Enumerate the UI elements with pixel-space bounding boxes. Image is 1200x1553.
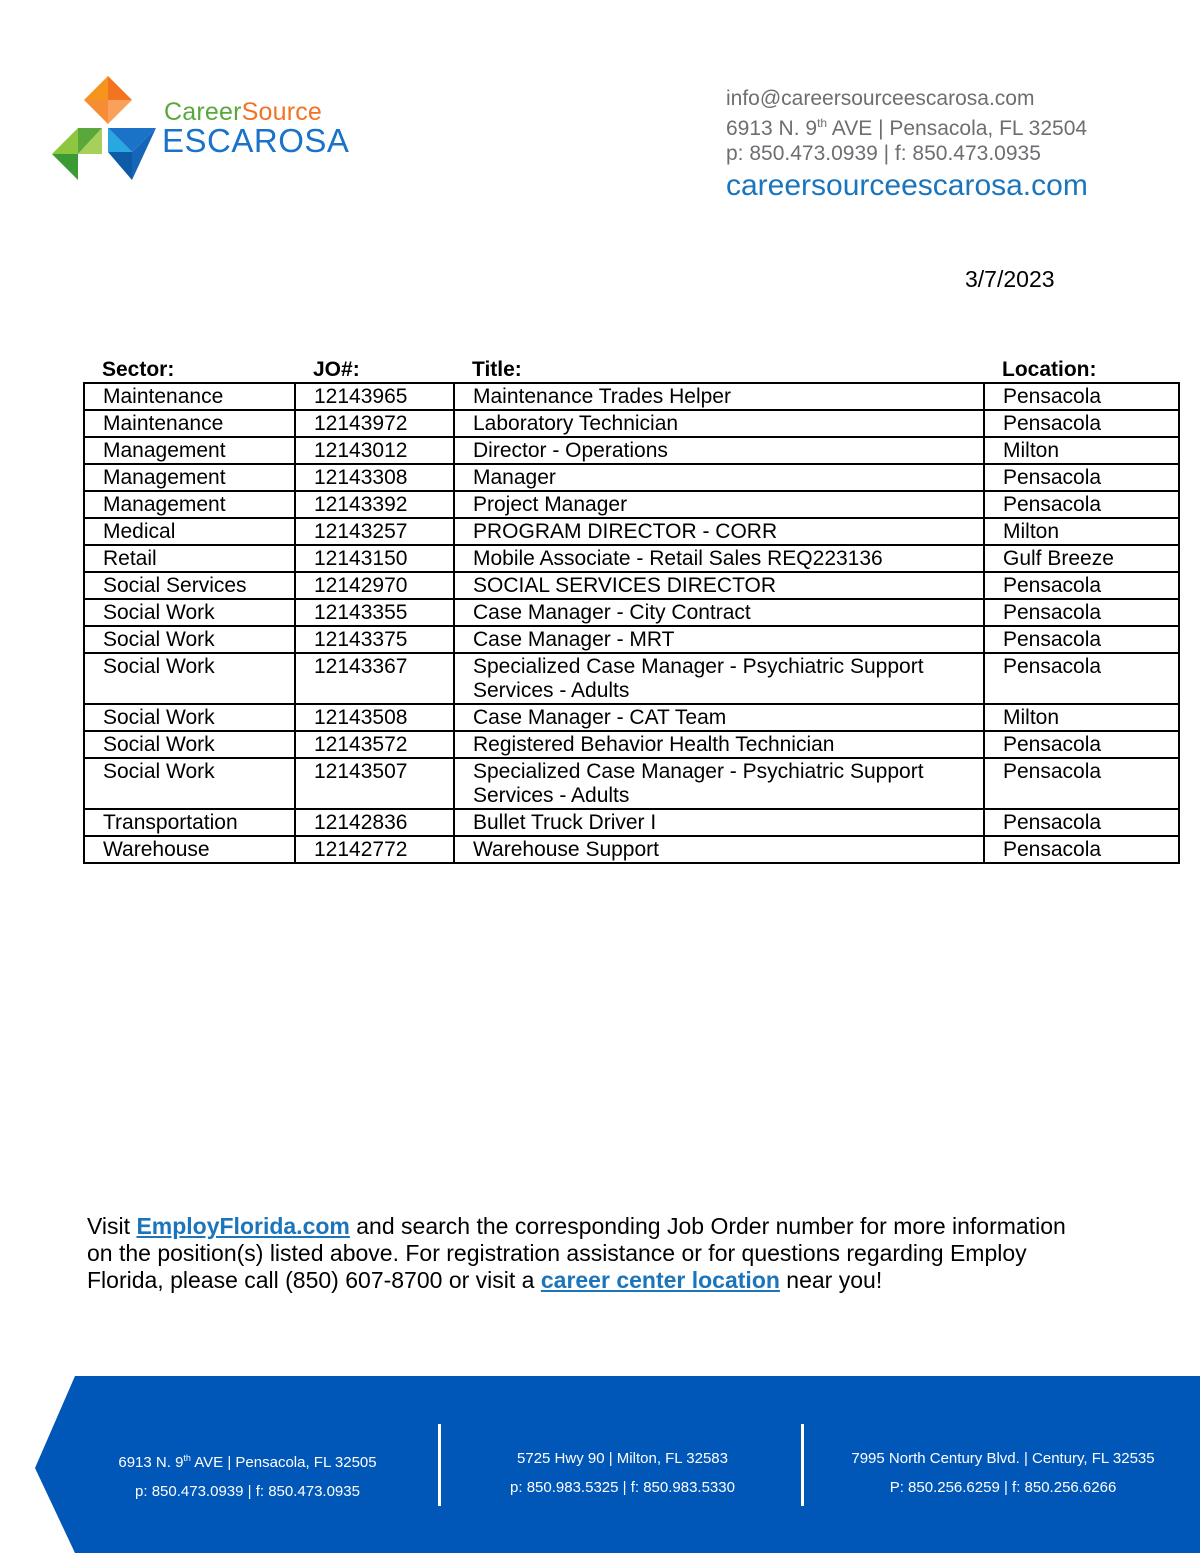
cell-sector: Maintenance <box>84 383 295 410</box>
cell-sector: Management <box>84 491 295 518</box>
table-row <box>84 758 1179 809</box>
table-row <box>84 518 1179 545</box>
document-date: 3/7/2023 <box>965 266 1055 292</box>
table-row <box>84 383 1179 410</box>
cell-location: Milton <box>984 437 1179 464</box>
office-century-address: 7995 North Century Blvd. | Century, FL 32535 <box>851 1450 1155 1467</box>
cell-jo: 12142836 <box>295 809 454 836</box>
table-header-row <box>84 358 1179 383</box>
table-row <box>84 809 1179 836</box>
table-row <box>84 626 1179 653</box>
cell-location: Pensacola <box>984 626 1179 653</box>
cell-sector: Social Work <box>84 704 295 731</box>
cell-jo: 12143257 <box>295 518 454 545</box>
cell-jo: 12143355 <box>295 599 454 626</box>
cell-location: Pensacola <box>984 809 1179 836</box>
cell-jo: 12143150 <box>295 545 454 572</box>
cell-sector: Social Work <box>84 758 295 809</box>
header-jo: JO#: <box>313 358 360 381</box>
cell-location: Pensacola <box>984 572 1179 599</box>
job-rows <box>84 383 1179 863</box>
table-row <box>84 653 1179 704</box>
contact-email[interactable]: info@careersourceescarosa.com <box>726 87 1035 110</box>
office-milton-address: 5725 Hwy 90 | Milton, FL 32583 <box>517 1450 728 1467</box>
office-milton-phone: p: 850.983.5325 | f: 850.983.5330 <box>510 1479 735 1496</box>
cell-location: Pensacola <box>984 653 1179 704</box>
cell-title: Case Manager - MRT <box>454 626 984 653</box>
table-row <box>84 545 1179 572</box>
instructions-paragraph: Visit EmployFlorida.com and search the corresponding Job Order number for more information on the position(s) listed above. For registration assistance or for questions regarding Employ Florida, please call (850) 607-8700 or visit a career center location near you! <box>87 1213 1066 1293</box>
cell-title: Laboratory Technician <box>454 410 984 437</box>
cell-sector: Medical <box>84 518 295 545</box>
table-row <box>84 836 1179 863</box>
cell-title: Bullet Truck Driver I <box>454 809 984 836</box>
footer-office-century <box>835 1444 1171 1502</box>
footer-office-pensacola <box>95 1444 400 1506</box>
cell-sector: Management <box>84 464 295 491</box>
contact-address: 6913 N. 9th AVE | Pensacola, FL 32504 <box>726 116 1088 140</box>
header-title: Title: <box>472 358 522 381</box>
cell-location: Pensacola <box>984 491 1179 518</box>
cell-location: Pensacola <box>984 836 1179 863</box>
cell-jo: 12143392 <box>295 491 454 518</box>
cell-jo: 12143012 <box>295 437 454 464</box>
cell-sector: Warehouse <box>84 836 295 863</box>
cell-location: Milton <box>984 518 1179 545</box>
career-center-location-link[interactable]: career center location <box>540 1267 780 1293</box>
cell-location: Pensacola <box>984 410 1179 437</box>
header-location: Location: <box>1002 358 1097 381</box>
logo-wordmark-bottom: ESCAROSA <box>162 122 350 159</box>
cell-location: Milton <box>984 704 1179 731</box>
table-row <box>84 410 1179 437</box>
table-row <box>84 572 1179 599</box>
cell-title: Case Manager - CAT Team <box>454 704 984 731</box>
cell-jo: 12143965 <box>295 383 454 410</box>
contact-website[interactable]: careersourceescarosa.com <box>726 169 1088 202</box>
cell-sector: Social Work <box>84 653 295 704</box>
job-orders-table <box>83 358 1180 864</box>
logo-wordmark-top: CareerSource <box>164 98 323 126</box>
cell-jo: 12142970 <box>295 572 454 599</box>
cell-location: Pensacola <box>984 464 1179 491</box>
cell-title: Specialized Case Manager - Psychiatric Support Services - Adults <box>454 653 984 704</box>
table-row <box>84 464 1179 491</box>
cell-title: Case Manager - City Contract <box>454 599 984 626</box>
cell-sector: Maintenance <box>84 410 295 437</box>
cell-jo: 12143367 <box>295 653 454 704</box>
cell-sector: Social Work <box>84 731 295 758</box>
cell-jo: 12143972 <box>295 410 454 437</box>
footer-office-milton <box>480 1444 765 1502</box>
contact-phone: p: 850.473.0939 | f: 850.473.0935 <box>726 142 1041 165</box>
cell-location: Pensacola <box>984 758 1179 809</box>
cell-title: Manager <box>454 464 984 491</box>
employflorida-link[interactable]: EmployFlorida.com <box>136 1213 350 1239</box>
footer-divider <box>801 1424 804 1506</box>
office-pensacola-phone: p: 850.473.0939 | f: 850.473.0935 <box>135 1483 360 1500</box>
cell-location: Pensacola <box>984 383 1179 410</box>
office-pensacola-address: 6913 N. 9th AVE | Pensacola, FL 32505 <box>118 1453 377 1471</box>
cell-jo: 12143308 <box>295 464 454 491</box>
cell-location: Pensacola <box>984 599 1179 626</box>
cell-sector: Social Work <box>84 626 295 653</box>
cell-jo: 12143508 <box>295 704 454 731</box>
cell-jo: 12142772 <box>295 836 454 863</box>
table-row <box>84 491 1179 518</box>
cell-title: Project Manager <box>454 491 984 518</box>
header-sector: Sector: <box>102 358 175 381</box>
cell-title: SOCIAL SERVICES DIRECTOR <box>454 572 984 599</box>
cell-sector: Social Work <box>84 599 295 626</box>
cell-jo: 12143572 <box>295 731 454 758</box>
table-row <box>84 437 1179 464</box>
logo-mark-icon <box>50 72 160 184</box>
cell-title: Maintenance Trades Helper <box>454 383 984 410</box>
cell-title: PROGRAM DIRECTOR - CORR <box>454 518 984 545</box>
cell-jo: 12143507 <box>295 758 454 809</box>
header-contact <box>726 86 1088 204</box>
cell-location: Pensacola <box>984 731 1179 758</box>
cell-jo: 12143375 <box>295 626 454 653</box>
table-row <box>84 599 1179 626</box>
office-century-phone: P: 850.256.6259 | f: 850.256.6266 <box>889 1479 1117 1496</box>
cell-title: Registered Behavior Health Technician <box>454 731 984 758</box>
footer-divider <box>438 1424 441 1506</box>
table-row <box>84 704 1179 731</box>
table-row <box>84 731 1179 758</box>
cell-title: Specialized Case Manager - Psychiatric Support Services - Adults <box>454 758 984 809</box>
careersource-logo <box>50 72 350 184</box>
cell-location: Gulf Breeze <box>984 545 1179 572</box>
cell-title: Warehouse Support <box>454 836 984 863</box>
cell-sector: Retail <box>84 545 295 572</box>
cell-title: Director - Operations <box>454 437 984 464</box>
cell-sector: Management <box>84 437 295 464</box>
cell-sector: Social Services <box>84 572 295 599</box>
cell-sector: Transportation <box>84 809 295 836</box>
cell-title: Mobile Associate - Retail Sales REQ223136 <box>454 545 984 572</box>
